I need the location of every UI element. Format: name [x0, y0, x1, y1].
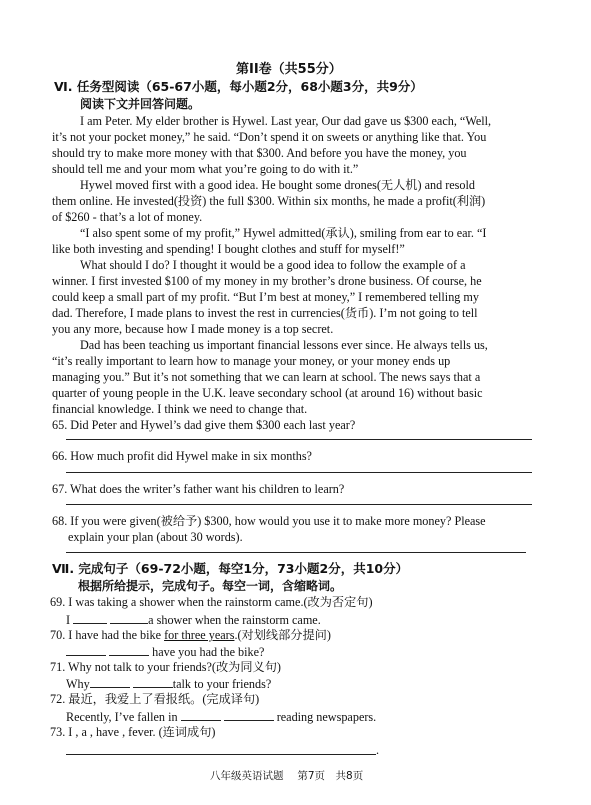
passage-line: dad. Therefore, I made plans to invest the rest in currencies(货币). I’m not going to tell: [52, 306, 478, 320]
blank-72-1[interactable]: [181, 708, 221, 721]
question-70-underlined: for three years: [164, 628, 235, 642]
question-67: 67. What does the writer’s father want his children to learn?: [52, 482, 345, 496]
answer-72-start: Recently, I’ve fallen in: [66, 710, 178, 724]
answer-69-start: I: [66, 613, 71, 627]
blank-69-1[interactable]: [73, 611, 107, 624]
question-70-end: .(对划线部分提问): [234, 628, 331, 642]
answer-71-start: Why: [66, 677, 90, 691]
answer-73-period: .: [376, 743, 380, 757]
question-65: 65. Did Peter and Hywel’s dad give them $300 each last year?: [52, 418, 356, 432]
passage-line: Hywel moved first with a good idea. He bought some drones(无人机) and resold: [80, 178, 475, 192]
question-70: [50, 627, 331, 643]
answer-69-end: a shower when the rainstorm came.: [148, 613, 321, 627]
passage-line: it’s not your pocket money,” he said. “Don’t spend it on sweets or anything like that. You: [52, 130, 487, 144]
section6-instruction: 阅读下文并回答问题。: [80, 97, 201, 111]
passage-line: I am Peter. My elder brother is Hywel. Last year, Our dad gave us $300 each, “Well,: [80, 114, 492, 128]
question-70-start: 70. I have had the bike: [50, 628, 165, 642]
section7-instruction: 根据所给提示，完成句子。每空一词，含缩略词。: [78, 579, 343, 593]
answer-line-67[interactable]: [66, 504, 532, 505]
blank-70-2[interactable]: [109, 643, 149, 656]
passage-line: winner. I first invested $100 of my money in my brother’s drone business. Of course, he: [52, 274, 482, 288]
answer-line-73[interactable]: [66, 754, 376, 755]
passage-line: “it’s really important to learn how to manage your money, or your money ends up: [52, 354, 451, 368]
blank-71-2[interactable]: [133, 675, 173, 688]
passage-line: them online. He invested(投资) the full $300. Within six months, he made a profit(利润): [52, 194, 486, 208]
passage-line: should try to make more money with that $300. And before you have the money, you: [52, 146, 467, 160]
section6-heading: Ⅵ. 任务型阅读（65-67小题，每小题2分，68小题3分，共9分）: [54, 79, 423, 94]
question-68: 68. If you were given(被给予) $300, how would you use it to make more money? Please: [52, 514, 486, 528]
question-69: 69. I was taking a shower when the rainstorm came.(改为否定句): [50, 595, 373, 609]
page-footer: 八年级英语试题 第7页 共8页: [210, 770, 364, 782]
passage-line: like both investing and spending! I bought clothes and stuff for myself!”: [52, 242, 405, 256]
passage-line: Dad has been teaching us important financial lessons ever since. He always tells us,: [80, 338, 488, 352]
answer-72: [66, 708, 376, 725]
blank-70-1[interactable]: [66, 643, 106, 656]
part-title: 第II卷（共55分）: [236, 62, 342, 77]
answer-69: [66, 611, 321, 628]
question-66: 66. How much profit did Hywel make in six months?: [52, 449, 312, 463]
answer-70-end: have you had the bike?: [152, 645, 265, 659]
question-72: 72. 最近，我爱上了看报纸。(完成译句): [50, 692, 260, 706]
answer-line-68[interactable]: [66, 552, 526, 553]
answer-71-end: talk to your friends?: [172, 677, 272, 691]
question-71: 71. Why not talk to your friends?(改为同义句): [50, 660, 281, 674]
passage-line: could keep a small part of my profit. “But I’m best at money,” I remembered telling my: [52, 290, 479, 304]
blank-72-2[interactable]: [224, 708, 274, 721]
passage-line: managing you.” But it’s not something that we can learn at school. The news says that a: [52, 370, 481, 384]
answer-71: [66, 675, 271, 692]
answer-72-end: reading newspapers.: [276, 710, 377, 724]
passage-line: you any more, because how I made money is a top secret.: [52, 322, 334, 336]
answer-line-66[interactable]: [66, 472, 532, 473]
passage-line: “I also spent some of my profit,” Hywel admitted(承认), smiling from ear to ear. “I: [80, 226, 487, 240]
question-73: 73. I , a , have , fever. (连词成句): [50, 725, 216, 739]
passage-line: What should I do? I thought it would be a good idea to follow the example of a: [80, 258, 466, 272]
question-68-cont: explain your plan (about 30 words).: [68, 530, 243, 544]
passage-line: financial knowledge. I think we need to change that.: [52, 402, 308, 416]
section7-heading: Ⅶ. 完成句子（69-72小题，每空1分，73小题2分，共10分）: [52, 561, 409, 576]
passage-line: should tell me and your mom what you’re going to do with it.”: [52, 162, 359, 176]
blank-69-2[interactable]: [110, 611, 148, 624]
answer-70: [66, 643, 264, 660]
answer-line-65[interactable]: [66, 439, 532, 440]
passage-line: quarter of young people in the U.K. leave secondary school (at around 16) without basic: [52, 386, 483, 400]
blank-71-1[interactable]: [90, 675, 130, 688]
passage-line: of $260 - that’s a lot of money.: [52, 210, 203, 224]
